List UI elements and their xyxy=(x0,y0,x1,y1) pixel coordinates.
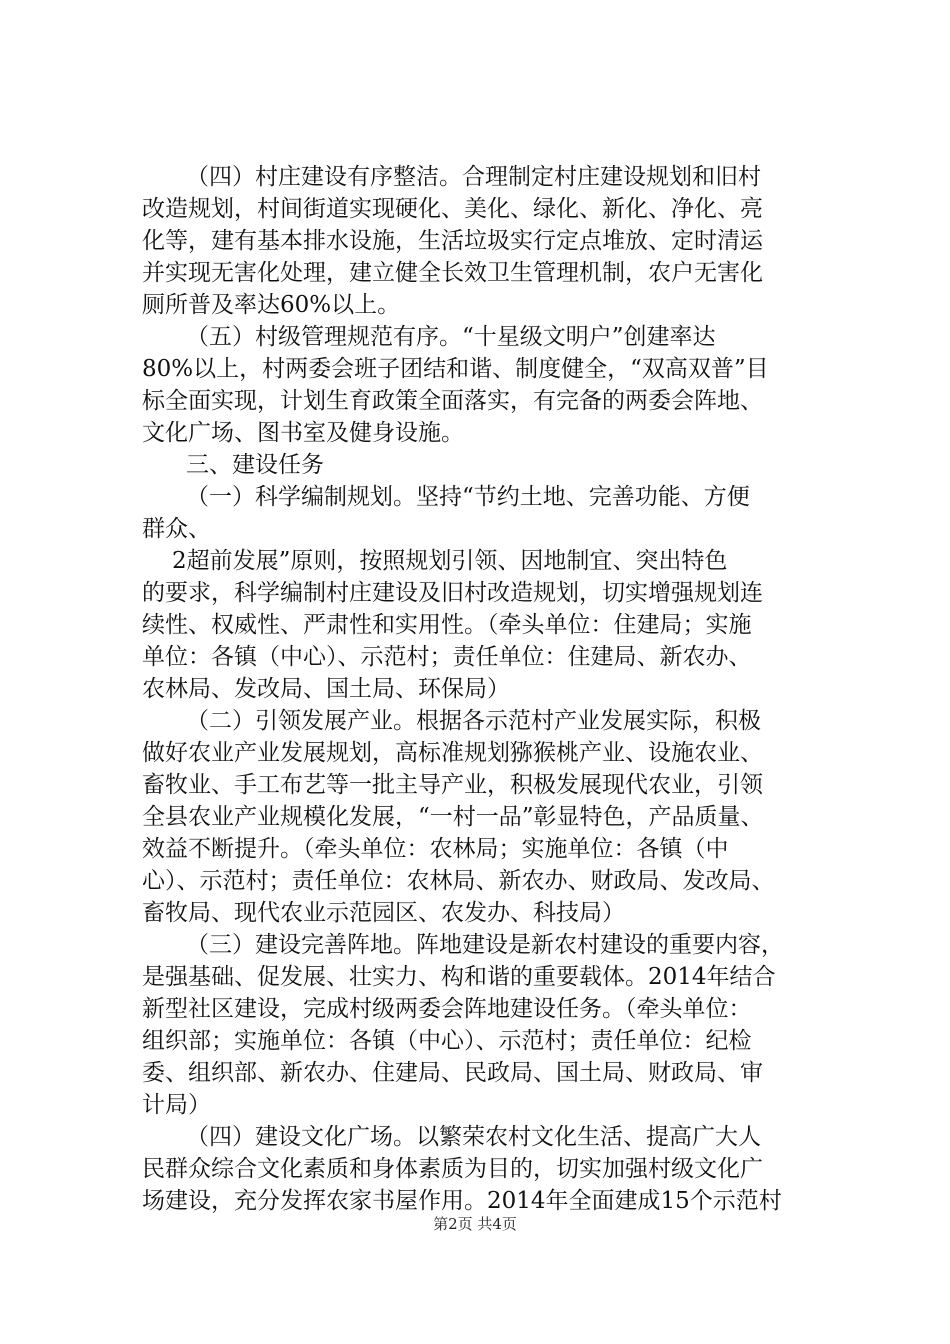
text-line: （二）引领发展产业。根据各示范村产业发展实际，积极 xyxy=(186,708,761,734)
text-line: 标全面实现，计划生育政策全面落实，有完备的两委会阵地、 xyxy=(142,388,763,414)
text-line: 场建设，充分发挥农家书屋作用。2014年全面建成15个示范村 xyxy=(142,1188,782,1214)
text-line: 做好农业产业发展规划，高标准规划猕猴桃产业、设施农业、 xyxy=(142,740,763,766)
text-line: （五）村级管理规范有序。“十星级文明户”创建率达 xyxy=(186,324,716,350)
text-line: 效益不断提升。（牵头单位：农林局；实施单位：各镇（中 xyxy=(142,836,729,862)
page-footer: 第2页 共4页 xyxy=(433,1215,517,1233)
text-line: 心）、示范村；责任单位：农林局、新农办、财政局、发改局、 xyxy=(142,868,775,894)
text-line: （三）建设完善阵地。阵地建设是新农村建设的重要内容， xyxy=(186,932,784,958)
text-line: 化等，建有基本排水设施，生活垃圾实行定点堆放、定时清运 xyxy=(142,228,763,254)
text-line: （一）科学编制规划。坚持“节约土地、完善功能、方便 xyxy=(186,484,750,510)
text-line: 80%以上，村两委会班子团结和谐、制度健全，“双高双普”目 xyxy=(142,356,769,382)
text-line: 组织部；实施单位：各镇（中心）、示范村；责任单位：纪检 xyxy=(142,1028,752,1054)
text-line: 农林局、发改局、国土局、环保局） xyxy=(142,676,510,702)
text-line: 新型社区建设，完成村级两委会阵地建设任务。（牵头单位： xyxy=(142,996,752,1022)
text-line: 并实现无害化处理，建立健全长效卫生管理机制，农户无害化 xyxy=(142,260,763,286)
text-line: 是强基础、促发展、壮实力、构和谐的重要载体。2014年结合 xyxy=(142,964,776,990)
text-line: 改造规划，村间街道实现硬化、美化、绿化、新化、净化、亮 xyxy=(142,196,763,222)
text-line: 群众、 xyxy=(142,516,211,542)
text-line: 全县农业产业规模化发展，“一村一品”彰显特色，产品质量、 xyxy=(142,804,764,830)
text-line: 畜牧局、现代农业示范园区、农发办、科技局） xyxy=(142,900,625,926)
text-line: 2超前发展”原则，按照规划引领、因地制宜、突出特色 xyxy=(172,548,728,574)
text-line: （四）建设文化广场。以繁荣农村文化生活、提高广大人 xyxy=(186,1124,761,1150)
text-line: （四）村庄建设有序整洁。合理制定村庄建设规划和旧村 xyxy=(186,164,761,190)
text-line: 畜牧业、手工布艺等一批主导产业，积极发展现代农业，引领 xyxy=(142,772,763,798)
text-line: 续性、权威性、严肃性和实用性。（牵头单位：住建局；实施 xyxy=(142,612,752,638)
text-line: 民群众综合文化素质和身体素质为目的，切实加强村级文化广 xyxy=(142,1156,763,1182)
text-line: 文化广场、图书室及健身设施。 xyxy=(142,420,464,446)
text-line: 委、组织部、新农办、住建局、民政局、国土局、财政局、审 xyxy=(142,1060,763,1086)
text-line: 单位：各镇（中心）、示范村；责任单位：住建局、新农办、 xyxy=(142,644,752,670)
section-heading: 三、建设任务 xyxy=(186,452,324,478)
text-line: 计局） xyxy=(142,1092,211,1118)
text-line: 厕所普及率达60%以上。 xyxy=(142,292,401,318)
text-line: 的要求，科学编制村庄建设及旧村改造规划，切实增强规划连 xyxy=(142,580,763,606)
